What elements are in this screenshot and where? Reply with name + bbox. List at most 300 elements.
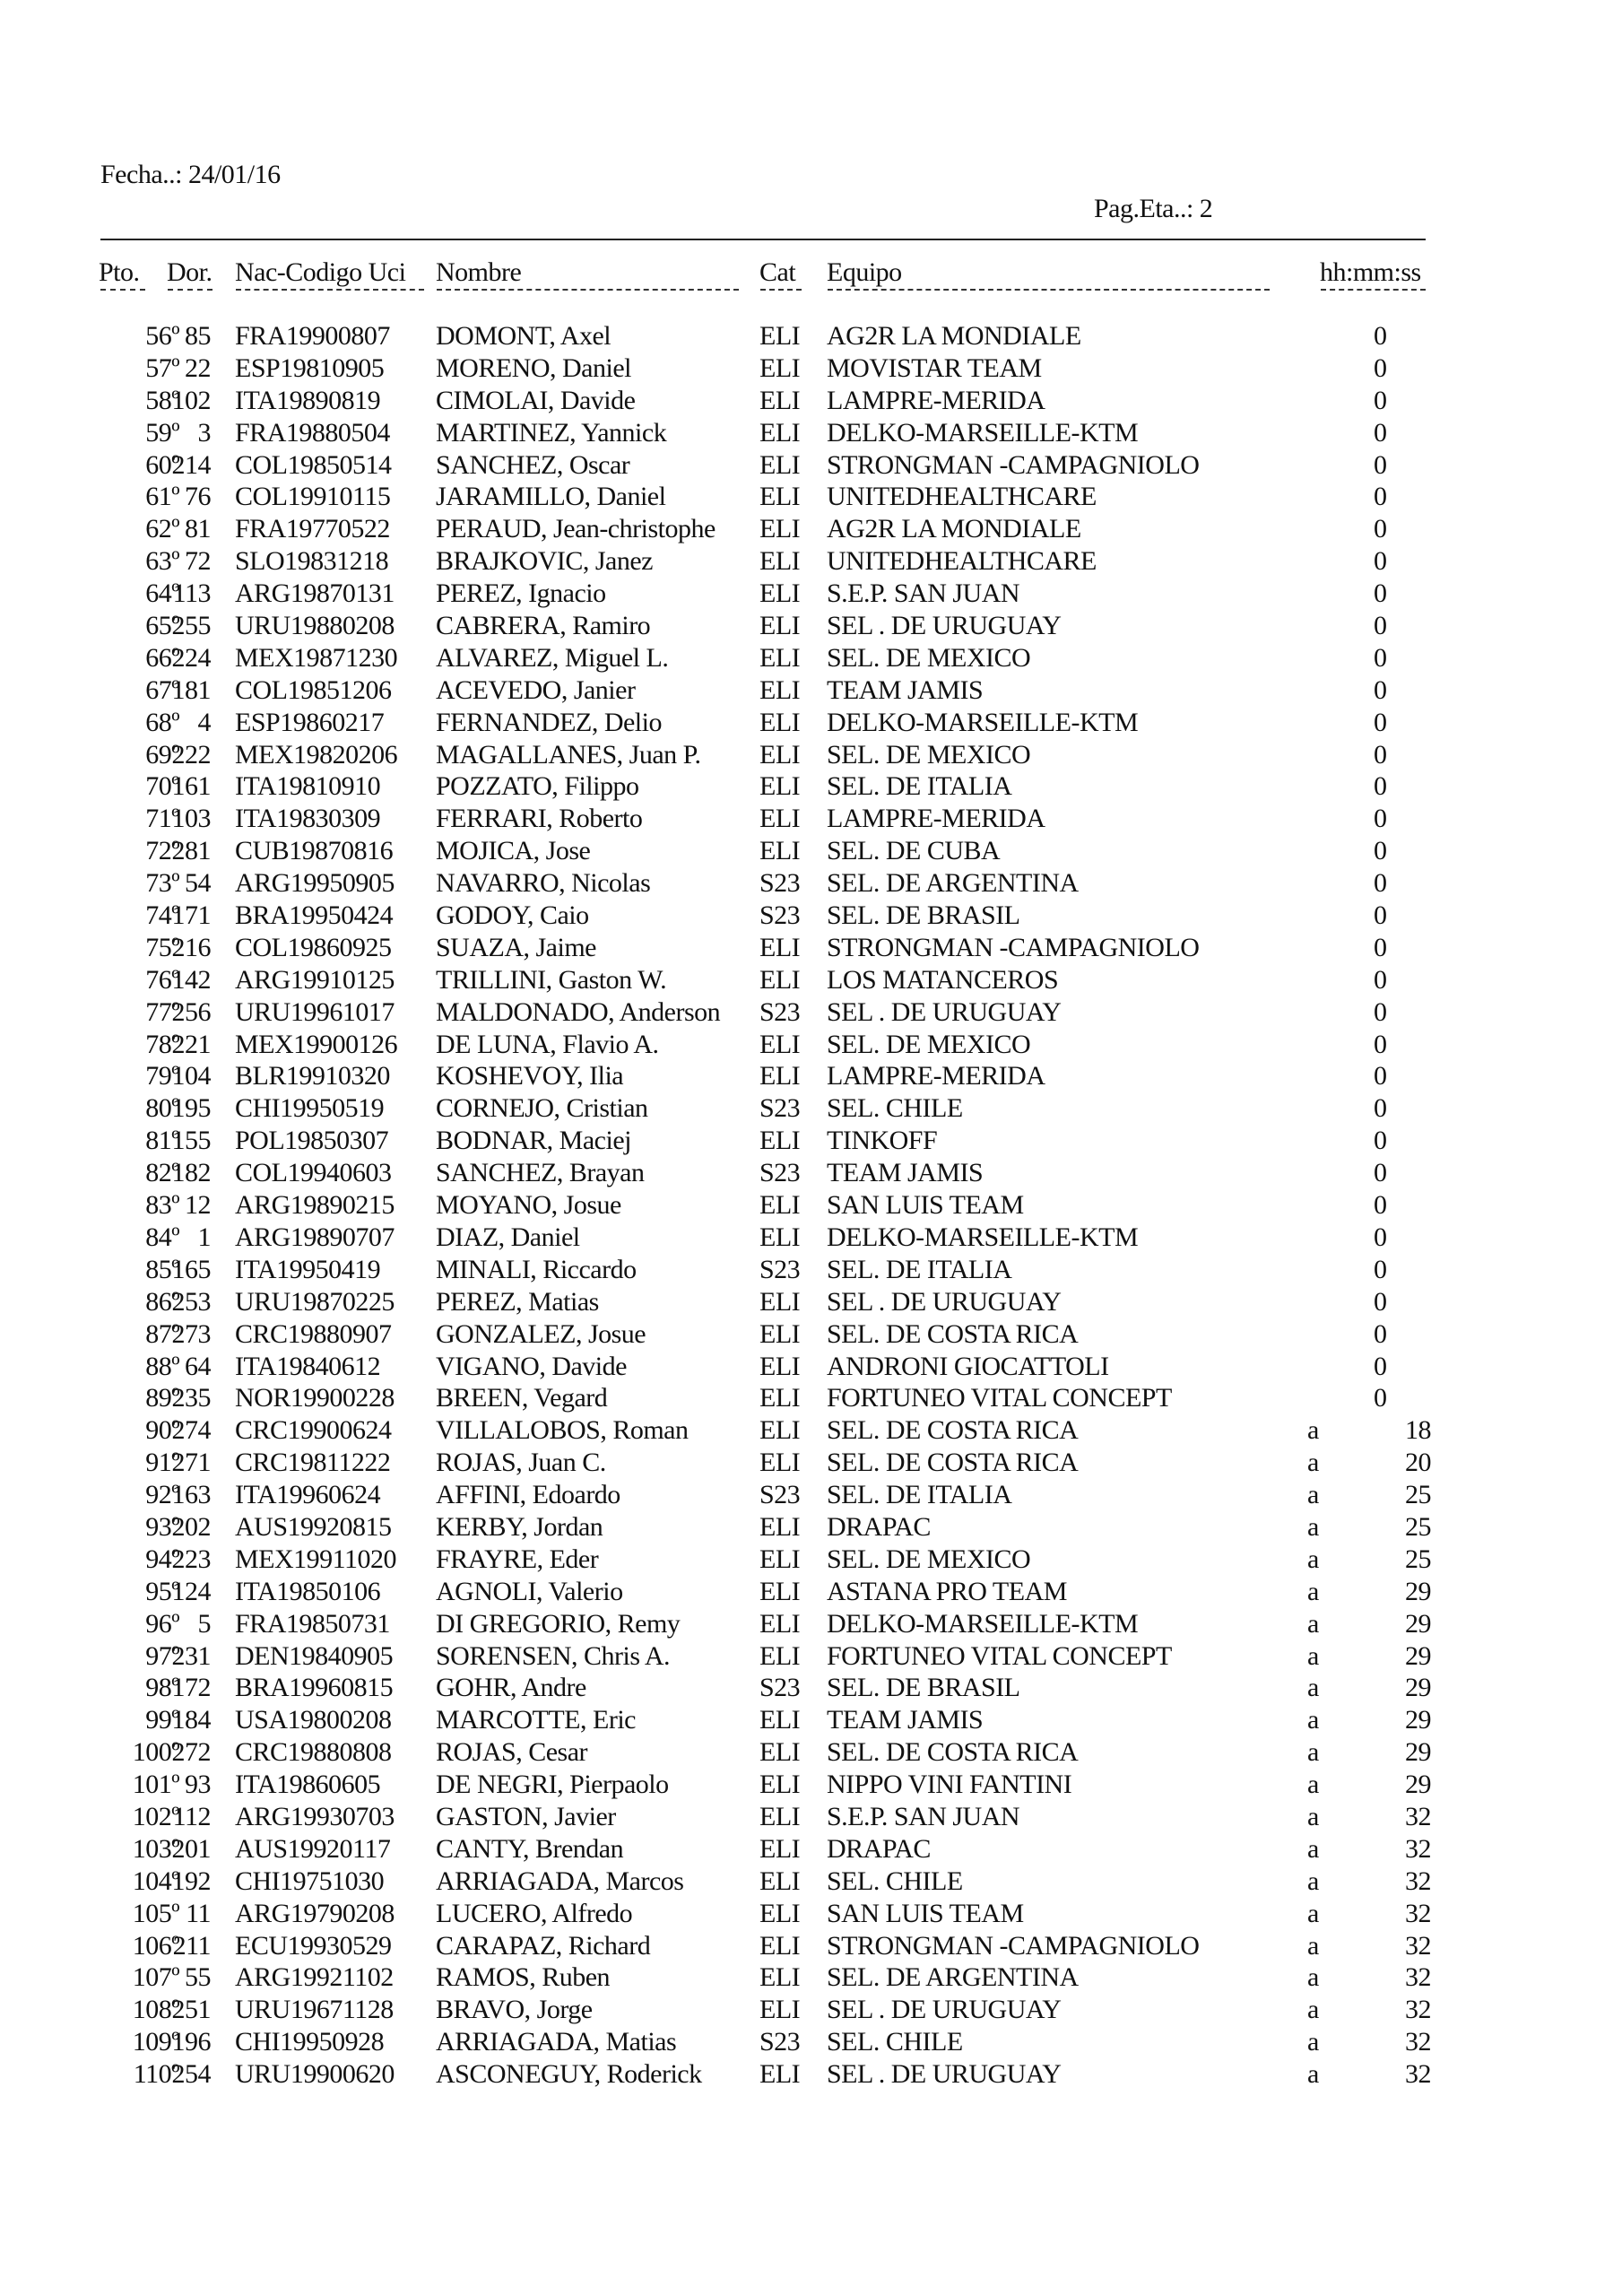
cell-category: ELI <box>759 1576 801 1606</box>
table-row <box>0 1287 1622 1319</box>
cell-team: SEL. CHILE <box>827 1866 963 1896</box>
results-table <box>0 321 1622 2092</box>
cell-name: MARTINEZ, Yannick <box>436 417 667 448</box>
cell-bib: 256 <box>171 996 211 1027</box>
cell-name: MOYANO, Josue <box>436 1190 621 1221</box>
cell-position: 79º <box>145 1061 179 1091</box>
cell-uci-code: ITA19960624 <box>235 1480 381 1510</box>
cell-team: LAMPRE-MERIDA <box>827 1061 1045 1091</box>
cell-gap-marker: a <box>1307 1448 1319 1478</box>
table-row <box>0 804 1622 836</box>
cell-bib: 223 <box>171 1544 211 1574</box>
cell-team: SEL . DE URUGUAY <box>827 996 1062 1027</box>
cell-bib: 235 <box>171 1383 211 1413</box>
cell-uci-code: ARG19870131 <box>235 578 395 609</box>
table-row <box>0 1962 1622 1995</box>
cell-team: UNITEDHEALTHCARE <box>827 546 1097 577</box>
cell-category: ELI <box>759 1640 801 1671</box>
cell-name: ROJAS, Juan C. <box>436 1448 606 1478</box>
cell-uci-code: COL19940603 <box>235 1158 392 1188</box>
cell-name: POZZATO, Filippo <box>436 771 639 802</box>
cell-team: SEL. DE BRASIL <box>827 900 1020 931</box>
cell-team: SEL. DE COSTA RICA <box>827 1318 1079 1349</box>
cell-time: 29 <box>1405 1608 1431 1639</box>
cell-time: 29 <box>1405 1705 1431 1735</box>
cell-name: DOMONT, Axel <box>436 321 612 351</box>
cell-category: S23 <box>759 1093 801 1124</box>
cell-gap-marker: a <box>1307 1930 1319 1961</box>
cell-bib: 272 <box>171 1737 211 1768</box>
cell-bib: 113 <box>172 578 211 609</box>
cell-team: S.E.P. SAN JUAN <box>827 578 1020 609</box>
cell-bib: 22 <box>185 352 211 383</box>
cell-uci-code: FRA19900807 <box>235 321 390 351</box>
cell-position: 96º <box>145 1608 179 1639</box>
underline-uci <box>236 289 424 291</box>
table-row <box>0 321 1622 353</box>
cell-position: 106º <box>132 1930 179 1961</box>
cell-name: MOJICA, Jose <box>436 836 591 866</box>
cell-position: 63º <box>145 546 179 577</box>
page-number-label: Pag.Eta..: 2 <box>1094 194 1213 223</box>
cell-team: SEL. DE MEXICO <box>827 739 1031 770</box>
table-row <box>0 1158 1622 1190</box>
cell-position: 56º <box>145 321 179 351</box>
cell-bib: 102 <box>171 385 211 415</box>
cell-name: KERBY, Jordan <box>436 1511 603 1542</box>
cell-uci-code: BRA19960815 <box>235 1673 394 1703</box>
cell-name: DE LUNA, Flavio A. <box>436 1029 659 1059</box>
cell-category: S23 <box>759 1158 801 1188</box>
cell-category: ELI <box>759 1544 801 1574</box>
cell-position: 83º <box>145 1190 179 1221</box>
cell-category: ELI <box>759 321 801 351</box>
cell-category: ELI <box>759 1995 801 2025</box>
cell-name: CARAPAZ, Richard <box>436 1930 651 1961</box>
cell-uci-code: CHI19950928 <box>235 2027 385 2057</box>
cell-category: S23 <box>759 900 801 931</box>
cell-team: DELKO-MARSEILLE-KTM <box>827 1608 1139 1639</box>
cell-time: 0 <box>1374 578 1387 609</box>
cell-name: SORENSEN, Chris A. <box>436 1640 671 1671</box>
cell-name: PERAUD, Jean-christophe <box>436 514 716 544</box>
cell-name: GONZALEZ, Josue <box>436 1318 646 1349</box>
table-row <box>0 1255 1622 1287</box>
cell-uci-code: CHI19751030 <box>235 1866 385 1896</box>
cell-position: 107º <box>132 1962 179 1993</box>
table-row <box>0 1030 1622 1062</box>
cell-gap-marker: a <box>1307 1608 1319 1639</box>
cell-position: 92º <box>145 1480 179 1510</box>
cell-team: SEL. DE ITALIA <box>827 1254 1012 1284</box>
cell-position: 95º <box>145 1576 179 1606</box>
cell-position: 70º <box>145 771 179 802</box>
cell-uci-code: ARG19930703 <box>235 1801 395 1831</box>
cell-team: SEL. DE ITALIA <box>827 771 1012 802</box>
cell-uci-code: ARG19950905 <box>235 868 395 899</box>
cell-category: ELI <box>759 1286 801 1317</box>
cell-uci-code: URU19900620 <box>235 2059 395 2090</box>
cell-bib: 124 <box>171 1576 211 1606</box>
cell-category: ELI <box>759 417 801 448</box>
cell-gap-marker: a <box>1307 1898 1319 1928</box>
cell-category: ELI <box>759 642 801 673</box>
cell-uci-code: CRC19900624 <box>235 1415 392 1446</box>
table-row <box>0 1673 1622 1705</box>
cell-category: S23 <box>759 996 801 1027</box>
cell-time: 0 <box>1374 417 1387 448</box>
cell-time: 29 <box>1405 1576 1431 1606</box>
table-row <box>0 1866 1622 1899</box>
cell-category: ELI <box>759 1770 801 1800</box>
cell-time: 29 <box>1405 1737 1431 1768</box>
col-header-uci: Nac-Codigo Uci <box>235 257 406 287</box>
cell-time: 0 <box>1374 1126 1387 1156</box>
cell-uci-code: SLO19831218 <box>235 546 389 577</box>
cell-uci-code: ARG19790208 <box>235 1898 395 1928</box>
cell-name: CANTY, Brendan <box>436 1833 624 1864</box>
cell-bib: 181 <box>171 674 211 705</box>
cell-name: FERRARI, Roberto <box>436 804 643 834</box>
table-row <box>0 353 1622 386</box>
cell-uci-code: FRA19880504 <box>235 417 390 448</box>
cell-uci-code: DEN19840905 <box>235 1640 394 1671</box>
cell-category: ELI <box>759 514 801 544</box>
cell-time: 0 <box>1374 707 1387 737</box>
cell-category: ELI <box>759 1126 801 1156</box>
cell-uci-code: COL19851206 <box>235 674 392 705</box>
cell-bib: 54 <box>185 868 211 899</box>
cell-uci-code: ITA19860605 <box>235 1770 381 1800</box>
cell-name: DE NEGRI, Pierpaolo <box>436 1770 669 1800</box>
cell-category: ELI <box>759 1351 801 1381</box>
cell-team: ASTANA PRO TEAM <box>827 1576 1067 1606</box>
cell-position: 78º <box>145 1029 179 1059</box>
cell-time: 0 <box>1374 1286 1387 1317</box>
cell-position: 68º <box>145 707 179 737</box>
table-row <box>0 1705 1622 1737</box>
underline-pto <box>100 289 145 291</box>
cell-name: FERNANDEZ, Delio <box>436 707 662 737</box>
cell-name: PEREZ, Ignacio <box>436 578 606 609</box>
cell-category: ELI <box>759 352 801 383</box>
cell-team: SEL . DE URUGUAY <box>827 1286 1062 1317</box>
cell-team: SEL. DE MEXICO <box>827 1544 1031 1574</box>
cell-team: STRONGMAN -CAMPAGNIOLO <box>827 1930 1200 1961</box>
cell-bib: 5 <box>197 1608 211 1639</box>
cell-time: 0 <box>1374 868 1387 899</box>
cell-category: ELI <box>759 707 801 737</box>
cell-position: 88º <box>145 1351 179 1381</box>
cell-bib: 221 <box>171 1029 211 1059</box>
cell-gap-marker: a <box>1307 1511 1319 1542</box>
cell-bib: 163 <box>171 1480 211 1510</box>
cell-position: 84º <box>145 1222 179 1252</box>
cell-category: ELI <box>759 1061 801 1091</box>
cell-name: TRILLINI, Gaston W. <box>436 964 667 995</box>
cell-team: TEAM JAMIS <box>827 1158 984 1188</box>
cell-time: 0 <box>1374 1029 1387 1059</box>
cell-name: ASCONEGUY, Roderick <box>436 2059 702 2090</box>
table-row <box>0 900 1622 933</box>
cell-bib: 281 <box>171 836 211 866</box>
cell-position: 91º <box>145 1448 179 1478</box>
cell-uci-code: FRA19770522 <box>235 514 390 544</box>
cell-name: ROJAS, Cesar <box>436 1737 588 1768</box>
table-row <box>0 1770 1622 1802</box>
cell-category: ELI <box>759 1318 801 1349</box>
cell-category: ELI <box>759 1962 801 1993</box>
cell-position: 69º <box>145 739 179 770</box>
cell-uci-code: CRC19880808 <box>235 1737 392 1768</box>
cell-gap-marker: a <box>1307 1576 1319 1606</box>
underline-dor <box>168 289 213 291</box>
cell-category: ELI <box>759 1898 801 1928</box>
cell-category: S23 <box>759 868 801 899</box>
cell-uci-code: CRC19811222 <box>235 1448 391 1478</box>
cell-category: ELI <box>759 1608 801 1639</box>
col-header-pto: Pto. <box>99 257 140 287</box>
cell-uci-code: AUS19920117 <box>235 1833 391 1864</box>
cell-position: 89º <box>145 1383 179 1413</box>
underline-cat <box>760 289 802 291</box>
cell-time: 29 <box>1405 1673 1431 1703</box>
cell-team: MOVISTAR TEAM <box>827 352 1042 383</box>
table-row <box>0 1383 1622 1415</box>
cell-position: 75º <box>145 932 179 962</box>
cell-team: TINKOFF <box>827 1126 938 1156</box>
cell-uci-code: POL19850307 <box>235 1126 389 1156</box>
cell-time: 0 <box>1374 739 1387 770</box>
cell-bib: 142 <box>171 964 211 995</box>
cell-position: 62º <box>145 514 179 544</box>
cell-uci-code: URU19870225 <box>235 1286 395 1317</box>
cell-gap-marker: a <box>1307 1962 1319 1993</box>
cell-name: MAGALLANES, Juan P. <box>436 739 701 770</box>
cell-category: ELI <box>759 1383 801 1413</box>
table-row <box>0 1544 1622 1577</box>
cell-bib: 172 <box>171 1673 211 1703</box>
cell-position: 101º <box>132 1770 179 1800</box>
cell-name: GOHR, Andre <box>436 1673 586 1703</box>
cell-time: 29 <box>1405 1770 1431 1800</box>
table-row <box>0 578 1622 611</box>
cell-bib: 155 <box>171 1126 211 1156</box>
cell-time: 32 <box>1405 1898 1431 1928</box>
cell-uci-code: ARG19921102 <box>235 1962 394 1993</box>
cell-category: ELI <box>759 1448 801 1478</box>
cell-time: 0 <box>1374 546 1387 577</box>
cell-position: 66º <box>145 642 179 673</box>
table-row <box>0 1609 1622 1641</box>
cell-team: SEL. DE ARGENTINA <box>827 1962 1079 1993</box>
cell-category: S23 <box>759 1673 801 1703</box>
underline-equipo <box>828 289 1270 291</box>
cell-team: DELKO-MARSEILLE-KTM <box>827 1222 1139 1252</box>
col-header-tiempo: hh:mm:ss <box>1320 257 1421 287</box>
cell-name: SANCHEZ, Brayan <box>436 1158 645 1188</box>
cell-team: TEAM JAMIS <box>827 674 984 705</box>
table-row <box>0 1061 1622 1093</box>
cell-name: NAVARRO, Nicolas <box>436 868 651 899</box>
cell-time: 32 <box>1405 1995 1431 2025</box>
cell-gap-marker: a <box>1307 1770 1319 1800</box>
cell-gap-marker: a <box>1307 2059 1319 2090</box>
cell-team: FORTUNEO VITAL CONCEPT <box>827 1640 1172 1671</box>
table-row <box>0 1737 1622 1770</box>
cell-time: 0 <box>1374 771 1387 802</box>
cell-position: 80º <box>145 1093 179 1124</box>
cell-bib: 4 <box>197 707 211 737</box>
cell-bib: 165 <box>171 1254 211 1284</box>
cell-team: STRONGMAN -CAMPAGNIOLO <box>827 932 1200 962</box>
cell-position: 73º <box>145 868 179 899</box>
table-row <box>0 771 1622 804</box>
cell-time: 0 <box>1374 482 1387 512</box>
cell-time: 0 <box>1374 1254 1387 1284</box>
cell-time: 20 <box>1405 1448 1431 1478</box>
cell-team: DELKO-MARSEILLE-KTM <box>827 417 1139 448</box>
cell-name: VIGANO, Davide <box>436 1351 627 1381</box>
table-row <box>0 450 1622 483</box>
cell-category: S23 <box>759 2027 801 2057</box>
cell-name: BRAVO, Jorge <box>436 1995 593 2025</box>
cell-time: 0 <box>1374 1158 1387 1188</box>
cell-uci-code: ARG19890215 <box>235 1190 395 1221</box>
cell-time: 0 <box>1374 449 1387 480</box>
cell-team: SEL. DE MEXICO <box>827 642 1031 673</box>
cell-position: 76º <box>145 964 179 995</box>
cell-category: ELI <box>759 546 801 577</box>
cell-bib: 271 <box>171 1448 211 1478</box>
table-row <box>0 1641 1622 1674</box>
cell-bib: 64 <box>185 1351 211 1381</box>
cell-gap-marker: a <box>1307 1640 1319 1671</box>
col-header-dor: Dor. <box>167 257 213 287</box>
cell-team: SAN LUIS TEAM <box>827 1898 1024 1928</box>
cell-position: 87º <box>145 1318 179 1349</box>
cell-uci-code: CHI19950519 <box>235 1093 385 1124</box>
cell-bib: 11 <box>186 1898 211 1928</box>
cell-team: SEL. DE BRASIL <box>827 1673 1020 1703</box>
cell-position: 86º <box>145 1286 179 1317</box>
cell-name: BRAJKOVIC, Janez <box>436 546 653 577</box>
table-row <box>0 868 1622 900</box>
cell-time: 25 <box>1405 1480 1431 1510</box>
cell-time: 0 <box>1374 321 1387 351</box>
cell-bib: 104 <box>171 1061 211 1091</box>
table-row <box>0 1319 1622 1352</box>
cell-category: ELI <box>759 611 801 641</box>
cell-uci-code: COL19850514 <box>235 449 392 480</box>
table-row <box>0 708 1622 740</box>
cell-uci-code: ARG19890707 <box>235 1222 395 1252</box>
cell-time: 0 <box>1374 352 1387 383</box>
cell-position: 108º <box>132 1995 179 2025</box>
cell-bib: 273 <box>171 1318 211 1349</box>
cell-gap-marker: a <box>1307 1801 1319 1831</box>
cell-category: ELI <box>759 674 801 705</box>
cell-position: 105º <box>132 1898 179 1928</box>
cell-gap-marker: a <box>1307 1673 1319 1703</box>
cell-team: STRONGMAN -CAMPAGNIOLO <box>827 449 1200 480</box>
table-row <box>0 611 1622 643</box>
table-row <box>0 1222 1622 1255</box>
table-row <box>0 933 1622 965</box>
cell-team: SEL . DE URUGUAY <box>827 1995 1062 2025</box>
cell-category: ELI <box>759 1866 801 1896</box>
cell-time: 0 <box>1374 642 1387 673</box>
cell-bib: 93 <box>185 1770 211 1800</box>
cell-uci-code: ECU19930529 <box>235 1930 392 1961</box>
cell-uci-code: FRA19850731 <box>235 1608 390 1639</box>
cell-name: BREEN, Vegard <box>436 1383 608 1413</box>
cell-category: ELI <box>759 1833 801 1864</box>
cell-team: AG2R LA MONDIALE <box>827 321 1081 351</box>
cell-name: JARAMILLO, Daniel <box>436 482 666 512</box>
cell-bib: 184 <box>171 1705 211 1735</box>
cell-uci-code: URU19961017 <box>235 996 395 1027</box>
cell-category: ELI <box>759 836 801 866</box>
cell-bib: 274 <box>171 1415 211 1446</box>
cell-team: SEL. CHILE <box>827 2027 963 2057</box>
cell-position: 93º <box>145 1511 179 1542</box>
cell-position: 72º <box>145 836 179 866</box>
cell-time: 0 <box>1374 385 1387 415</box>
cell-bib: 192 <box>171 1866 211 1896</box>
cell-time: 0 <box>1374 674 1387 705</box>
cell-name: SANCHEZ, Oscar <box>436 449 630 480</box>
cell-bib: 76 <box>185 482 211 512</box>
cell-uci-code: ARG19910125 <box>235 964 395 995</box>
cell-team: SEL . DE URUGUAY <box>827 2059 1062 2090</box>
cell-uci-code: MEX19900126 <box>235 1029 398 1059</box>
table-row <box>0 546 1622 578</box>
cell-bib: 216 <box>171 932 211 962</box>
cell-uci-code: URU19880208 <box>235 611 395 641</box>
cell-category: ELI <box>759 771 801 802</box>
cell-time: 32 <box>1405 2027 1431 2057</box>
cell-category: ELI <box>759 1415 801 1446</box>
cell-time: 32 <box>1405 1962 1431 1993</box>
table-row <box>0 1415 1622 1448</box>
cell-name: GASTON, Javier <box>436 1801 616 1831</box>
table-row <box>0 482 1622 514</box>
cell-category: ELI <box>759 932 801 962</box>
cell-uci-code: MEX19820206 <box>235 739 398 770</box>
col-header-nombre: Nombre <box>436 257 522 287</box>
cell-name: GODOY, Caio <box>436 900 589 931</box>
cell-team: SEL. DE ARGENTINA <box>827 868 1079 899</box>
cell-bib: 222 <box>171 739 211 770</box>
cell-category: ELI <box>759 385 801 415</box>
cell-gap-marker: a <box>1307 1544 1319 1574</box>
cell-team: DRAPAC <box>827 1833 931 1864</box>
cell-position: 94º <box>145 1544 179 1574</box>
cell-team: NIPPO VINI FANTINI <box>827 1770 1072 1800</box>
table-row <box>0 1352 1622 1384</box>
cell-time: 0 <box>1374 1351 1387 1381</box>
cell-name: KOSHEVOY, Ilia <box>436 1061 624 1091</box>
cell-name: DI GREGORIO, Remy <box>436 1608 681 1639</box>
cell-position: 71º <box>145 804 179 834</box>
cell-uci-code: ITA19830309 <box>235 804 381 834</box>
cell-team: SEL. DE COSTA RICA <box>827 1415 1079 1446</box>
cell-category: ELI <box>759 1511 801 1542</box>
table-row <box>0 1480 1622 1512</box>
cell-category: ELI <box>759 1029 801 1059</box>
cell-team: LAMPRE-MERIDA <box>827 804 1045 834</box>
